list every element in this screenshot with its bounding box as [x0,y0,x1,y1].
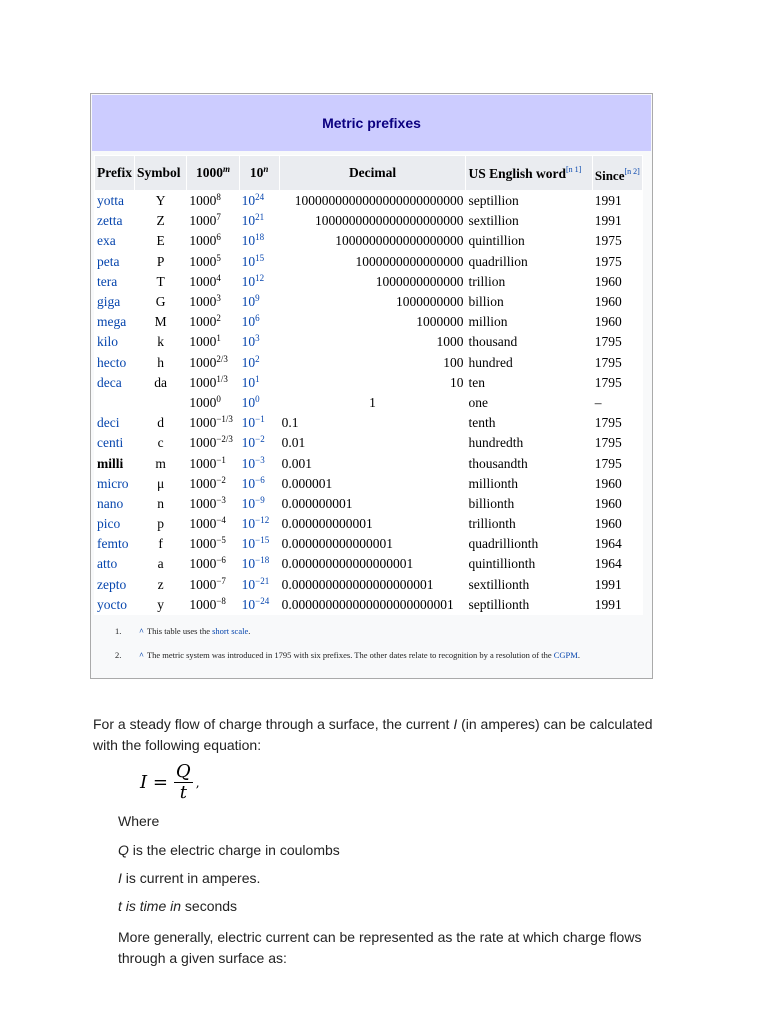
word-cell: thousand [466,332,591,351]
word-cell: quintillionth [466,554,591,573]
prefix-cell[interactable]: centi [95,433,134,452]
power-ten-cell[interactable]: $10^{-6}$ [240,474,279,493]
footnote-backlink[interactable]: ^ [139,626,144,636]
decimal-cell: 1000000000000 [280,272,466,291]
table-row [95,474,642,493]
power-thousand-cell: $1000^{-5}$ [187,534,238,553]
short-scale-link[interactable]: short scale [212,626,249,636]
since-cell: 1795 [593,453,642,472]
header-prefix: Prefix [95,156,134,190]
table-row [95,494,642,513]
decimal-cell: 1000 [280,332,466,351]
power-thousand-cell: 1000$^3$ [187,292,238,311]
symbol-cell: Z [135,211,186,230]
decimal-cell: 1 [280,393,466,412]
since-cell: 1991 [593,595,642,614]
prefix-cell[interactable]: giga [95,292,134,311]
prefix-cell[interactable]: peta [95,252,134,271]
decimal-cell: 0.1 [280,413,466,432]
cgpm-link[interactable]: CGPM [553,650,578,660]
prefix-cell[interactable]: micro [95,474,134,493]
since-cell: 1795 [593,332,642,351]
metric-prefixes-table [94,155,643,615]
power-thousand-cell: 1000$^1$ [187,332,238,351]
power-ten-cell[interactable]: $10^0$ [240,393,279,412]
prefix-cell[interactable]: nano [95,494,134,513]
header-word: US English word[n 1] [466,156,591,190]
power-thousand-cell: 1000$^0$ [187,393,238,412]
decimal-cell: 1000000000 [280,292,466,311]
word-cell: hundredth [466,433,591,452]
table-row [95,534,642,553]
word-cell: sextillion [466,211,591,230]
table-row [95,332,642,351]
prefix-cell[interactable]: zetta [95,211,134,230]
decimal-cell: 0.000000000000000000001 [280,575,466,594]
since-footnote-link[interactable]: [n 2] [624,166,640,176]
table-header-row [95,156,642,190]
power-ten-cell[interactable]: $10^{15}$ [240,252,279,271]
table-row [95,191,642,210]
since-cell: 1964 [593,554,642,573]
since-cell: 1795 [593,413,642,432]
word-cell: quintillion [466,231,591,250]
decimal-cell: 1000000000000000000000000 [280,191,466,210]
header-thousand: 1000$^m$ [187,156,238,190]
word-cell: tenth [466,413,591,432]
since-cell: 1975 [593,252,642,271]
decimal-cell: 10 [280,373,466,392]
decimal-cell: 1000000000000000 [280,252,466,271]
table-row [95,272,642,291]
power-ten-cell[interactable]: $10^{-12}$ [240,514,279,533]
word-cell: million [466,312,591,331]
since-cell: 1991 [593,191,642,210]
metric-prefixes-navbox [90,93,653,679]
navbox-title: Metric prefixes [92,95,651,151]
footnote-1: 1. ^ This table uses the short scale. [115,626,251,636]
word-cell: sextillionth [466,575,591,594]
symbol-cell: z [135,575,186,594]
power-thousand-cell: 1000$^5$ [187,252,238,271]
power-ten-cell[interactable]: $10^{12}$ [240,272,279,291]
decimal-cell: 1000000 [280,312,466,331]
table-row [95,554,642,573]
time-definition: t is time in seconds [118,898,238,914]
power-thousand-cell: $1000^{-7}$ [187,575,238,594]
word-cell: billion [466,292,591,311]
since-cell: 1991 [593,575,642,594]
power-thousand-cell: 1000$^2$ [187,312,238,331]
symbol-cell: a [135,554,186,573]
prefix-cell[interactable]: kilo [95,332,134,351]
table-row [95,433,642,452]
decimal-cell: 0.000000000001 [280,514,466,533]
power-ten-cell[interactable]: $10^{21}$ [240,211,279,230]
word-cell: septillion [466,191,591,210]
word-cell: septillionth [466,595,591,614]
word-cell: quadrillion [466,252,591,271]
power-thousand-cell: $1000^{-4}$ [187,514,238,533]
power-thousand-cell: $1000^{-6}$ [187,554,238,573]
symbol-cell: da [135,373,186,392]
symbol-cell [135,393,186,412]
power-thousand-cell: $1000^{1/3}$ [187,373,238,392]
symbol-cell: G [135,292,186,311]
word-cell: quadrillionth [466,534,591,553]
since-cell: 1960 [593,292,642,311]
power-ten-cell[interactable]: $10^{-2}$ [240,433,279,452]
table-row [95,393,642,412]
word-cell: thousandth [466,453,591,472]
symbol-cell: m [135,453,186,472]
prefix-cell[interactable]: tera [95,272,134,291]
word-cell: hundred [466,353,591,372]
decimal-cell: 0.000000000000000000000001 [280,595,466,614]
power-ten-cell[interactable]: $10^{-1}$ [240,413,279,432]
prefix-cell[interactable]: deci [95,413,134,432]
since-cell: 1960 [593,474,642,493]
decimal-cell: 1000000000000000000 [280,231,466,250]
prefix-cell[interactable]: exa [95,231,134,250]
equation-fraction: $\frac{Q}{t}$ [175,761,191,803]
symbol-cell: h [135,353,186,372]
power-ten-cell[interactable]: $10^6$ [240,312,279,331]
prefix-cell[interactable]: zepto [95,575,134,594]
symbol-cell: k [135,332,186,351]
symbol-cell: Y [135,191,186,210]
word-cell: ten [466,373,591,392]
header-decimal: Decimal [280,156,466,190]
symbol-cell: n [135,494,186,513]
prefix-cell: milli [95,453,134,472]
prefix-cell[interactable]: pico [95,514,134,533]
table-row [95,292,642,311]
power-thousand-cell: $1000^{2/3}$ [187,353,238,372]
decimal-cell: 0.01 [280,433,466,452]
decimal-cell: 0.000000001 [280,494,466,513]
since-cell: 1960 [593,312,642,331]
power-thousand-cell: 1000$^4$ [187,272,238,291]
header-since: Since[n 2] [593,156,642,190]
decimal-cell: 0.000000000000000001 [280,554,466,573]
power-ten-cell[interactable]: $10^{-21}$ [240,575,279,594]
power-ten-cell[interactable]: $10^{24}$ [240,191,279,210]
prefix-cell[interactable]: mega [95,312,134,331]
header-ten: 10$^n$ [240,156,279,190]
charge-definition: Q is the electric charge in coulombs [118,842,340,858]
where-label: Where [118,813,160,829]
since-cell: 1795 [593,433,642,452]
since-cell: – [593,393,642,412]
power-thousand-cell: $1000^{-2/3}$ [187,433,238,452]
symbol-cell: E [135,231,186,250]
prefix-cell[interactable]: atto [95,554,134,573]
symbol-cell: y [135,595,186,614]
decimal-cell: 1000000000000000000000 [280,211,466,230]
current-definition: I is current in amperes. [118,870,261,886]
power-ten-cell[interactable]: $10^{-3}$ [240,453,279,472]
since-cell: 1795 [593,353,642,372]
table-row [95,514,642,533]
symbol-cell: f [135,534,186,553]
table-row [95,413,642,432]
symbol-cell: μ [135,474,186,493]
power-thousand-cell: $1000^{-1}$ [187,453,238,472]
footnote-backlink[interactable]: ^ [139,650,144,660]
since-cell: 1960 [593,514,642,533]
symbol-cell: T [135,272,186,291]
prefix-cell[interactable]: femto [95,534,134,553]
power-ten-cell[interactable]: $10^9$ [240,292,279,311]
since-cell: 1975 [593,231,642,250]
symbol-cell: P [135,252,186,271]
table-row [95,211,642,230]
word-cell: trillionth [466,514,591,533]
table-row [95,373,642,392]
prefix-cell [95,393,134,412]
prefix-cell[interactable]: hecto [95,353,134,372]
table-row [95,252,642,271]
power-thousand-cell: $1000^{-1/3}$ [187,413,238,432]
table-row [95,453,642,472]
table-row [95,353,642,372]
power-ten-cell[interactable]: $10^3$ [240,332,279,351]
since-cell: 1960 [593,494,642,513]
power-ten-cell[interactable]: $10^{-24}$ [240,595,279,614]
decimal-cell: 0.000000000000001 [280,534,466,553]
table-wrapper [94,155,643,615]
general-paragraph: More generally, electric current can be represented as the rate at which charge flows through a given surface as: [118,929,642,966]
symbol-cell: c [135,433,186,452]
word-footnote-link[interactable]: [n 1] [566,164,582,174]
power-thousand-cell: $1000^{-2}$ [187,474,238,493]
power-ten-cell[interactable]: $10^{-9}$ [240,494,279,513]
symbol-cell: d [135,413,186,432]
symbol-cell: M [135,312,186,331]
prefix-cell[interactable]: yocto [95,595,134,614]
power-thousand-cell: 1000$^7$ [187,211,238,230]
decimal-cell: 0.001 [280,453,466,472]
prefix-cell[interactable]: deca [95,373,134,392]
footnote-2: 2. ^ The metric system was introduced in 1795 with six prefixes. The other dates relate to recognition by a resolution of the CGPM. [115,650,580,660]
power-thousand-cell: $1000^{-8}$ [187,595,238,614]
power-ten-cell[interactable]: $10^{-18}$ [240,554,279,573]
since-cell: 1964 [593,534,642,553]
decimal-cell: 0.000001 [280,474,466,493]
power-ten-cell[interactable]: $10^2$ [240,353,279,372]
power-ten-cell[interactable]: $10^{18}$ [240,231,279,250]
power-ten-cell[interactable]: $10^{-15}$ [240,534,279,553]
power-thousand-cell: 1000$^6$ [187,231,238,250]
prefix-cell[interactable]: yotta [95,191,134,210]
power-ten-cell[interactable]: $10^1$ [240,373,279,392]
word-cell: billionth [466,494,591,513]
since-cell: 1960 [593,272,642,291]
since-cell: 1991 [593,211,642,230]
symbol-cell: p [135,514,186,533]
word-cell: trillion [466,272,591,291]
intro-paragraph: For a steady flow of charge through a surface, the current I (in amperes) can be calculated with the following equation: [93,716,653,753]
since-cell: 1795 [593,373,642,392]
power-thousand-cell: 1000$^8$ [187,191,238,210]
table-row [95,231,642,250]
current-equation: I = $\frac{Q}{t}$ , [140,761,200,803]
table-row [95,312,642,331]
word-cell: one [466,393,591,412]
word-cell: millionth [466,474,591,493]
power-thousand-cell: $1000^{-3}$ [187,494,238,513]
decimal-cell: 100 [280,353,466,372]
table-row [95,595,642,614]
header-symbol: Symbol [135,156,186,190]
table-row [95,575,642,594]
